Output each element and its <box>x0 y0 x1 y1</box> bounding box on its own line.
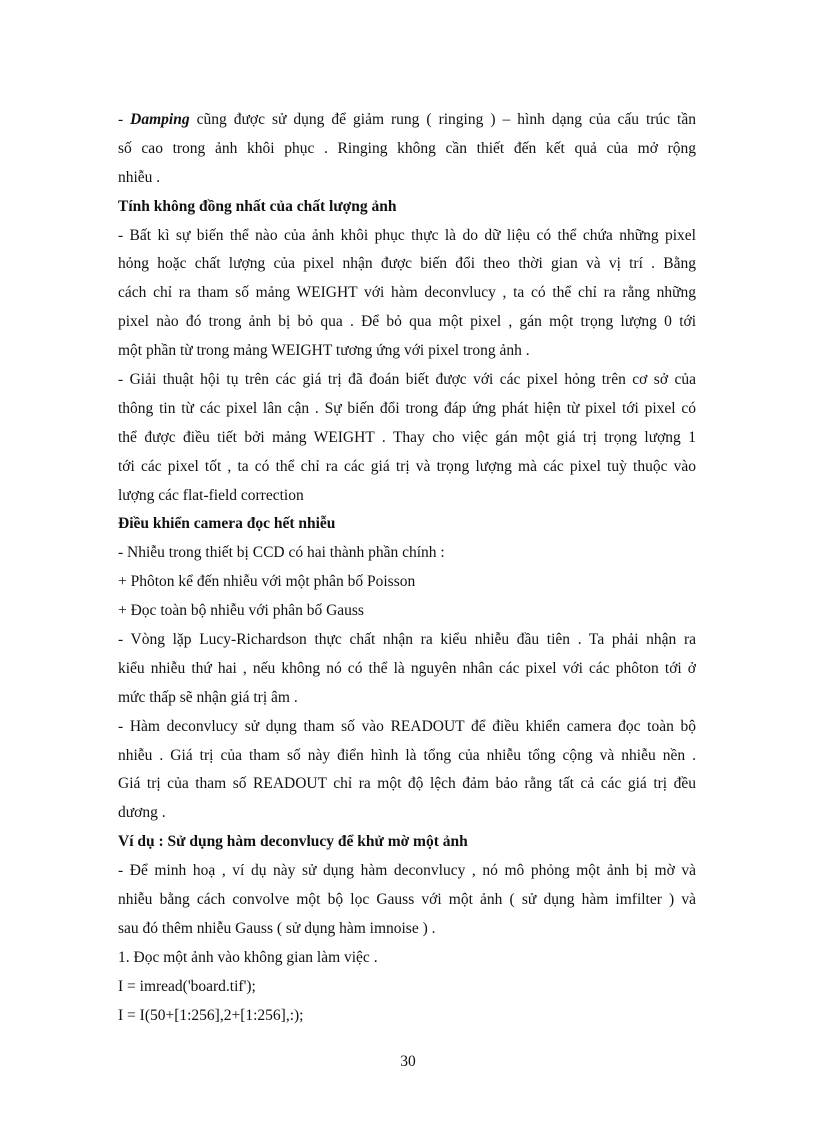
paragraph-line: dương . <box>118 804 166 822</box>
term-damping: Damping <box>130 111 190 128</box>
paragraph-line: tới các pixel tốt , ta có thể chỉ ra các giá trị và trọng lượng mà các pixel tuỳ thuộc vào <box>118 457 696 475</box>
section-heading-example: Ví dụ : Sử dụng hàm deconvlucy để khử mờ một ảnh <box>118 833 468 851</box>
paragraph-line: pixel nào đó trong ảnh bị bỏ qua . Để bỏ qua một pixel , gán một trọng lượng 0 tới <box>118 313 696 331</box>
code-line: I = I(50+[1:256],2+[1:256],:); <box>118 1006 304 1024</box>
paragraph-text: cũng được sử dụng để giảm rung ( ringing ) – hình dạng của cấu trúc tần <box>189 111 696 128</box>
paragraph-line: Giá trị của tham số READOUT chỉ ra một độ lệch đảm bảo rằng tất cả các giá trị đều <box>118 775 696 793</box>
document-body <box>118 106 696 1031</box>
section-heading-readout-noise: Điều khiển camera đọc hết nhiễu <box>118 515 336 533</box>
paragraph-line: thể được điều tiết bởi mảng WEIGHT . Thay cho việc gán một giá trị trọng lượng 1 <box>118 428 696 446</box>
paragraph-line: sau đó thêm nhiễu Gauss ( sử dụng hàm imnoise ) . <box>118 919 436 937</box>
list-item: + Đọc toàn bộ nhiễu với phân bố Gauss <box>118 602 364 620</box>
step-item: 1. Đọc một ảnh vào không gian làm việc . <box>118 948 378 966</box>
list-item: + Phôton kể đến nhiễu với một phân bố Poisson <box>118 573 416 591</box>
paragraph-line: kiểu nhiễu thứ hai , nếu không nó có thể là nguyên nhân các pixel với các phôton tới ở <box>118 659 696 677</box>
paragraph-line: thông tin từ các pixel lân cận . Sự biến đổi trong đáp ứng phát hiện từ pixel tới pixel có <box>118 399 696 417</box>
paragraph-line: mức thấp sẽ nhận giá trị âm . <box>118 688 298 706</box>
paragraph-line: - Để minh hoạ , ví dụ này sử dụng hàm deconvlucy , nó mô phỏng một ảnh bị mờ và <box>118 862 696 880</box>
paragraph-line: hỏng hoặc chất lượng của pixel nhận được biến đổi theo thời gian và vị trí . Bằng <box>118 255 696 273</box>
paragraph-line: cách chỉ ra tham số mảng WEIGHT với hàm deconvlucy , ta có thể chỉ ra rằng những <box>118 284 696 302</box>
paragraph-line: - Nhiễu trong thiết bị CCD có hai thành phần chính : <box>118 544 445 562</box>
paragraph-damping-line-3: nhiễu . <box>118 168 161 186</box>
paragraph-damping-line-1 <box>118 106 696 135</box>
paragraph-line: một phần từ trong mảng WEIGHT tương ứng với pixel trong ảnh . <box>118 342 530 360</box>
paragraph-line: - Vòng lặp Lucy-Richardson thực chất nhận ra kiểu nhiễu đầu tiên . Ta phải nhận ra <box>118 631 696 649</box>
paragraph-damping-line-2: số cao trong ảnh khôi phục . Ringing không cần thiết đến kết quả của mở rộng <box>118 139 696 157</box>
paragraph-line: - Giải thuật hội tụ trên các giá trị đã đoán biết được với các pixel hỏng trên cơ sở của <box>118 371 696 389</box>
page-number: 30 <box>400 1053 416 1070</box>
paragraph-line: nhiễu bằng cách convolve một bộ lọc Gauss với một ảnh ( sử dụng hàm imfilter ) và <box>118 891 696 909</box>
paragraph-line: - Hàm deconvlucy sử dụng tham số vào READOUT để điều khiển camera đọc toàn bộ <box>118 717 696 735</box>
code-line: I = imread('board.tif'); <box>118 977 256 995</box>
paragraph-line: lượng các flat-field correction <box>118 486 304 504</box>
bullet-dash: - <box>118 111 131 128</box>
paragraph-line: - Bất kì sự biến thể nào của ảnh khôi phục thực là do dữ liệu có thể chứa những pixel <box>118 226 696 244</box>
section-heading-image-quality: Tính không đồng nhất của chất lượng ảnh <box>118 197 397 215</box>
paragraph-line: nhiễu . Giá trị của tham số này điển hình là tổng của nhiễu tổng cộng và nhiễu nền . <box>118 746 696 764</box>
